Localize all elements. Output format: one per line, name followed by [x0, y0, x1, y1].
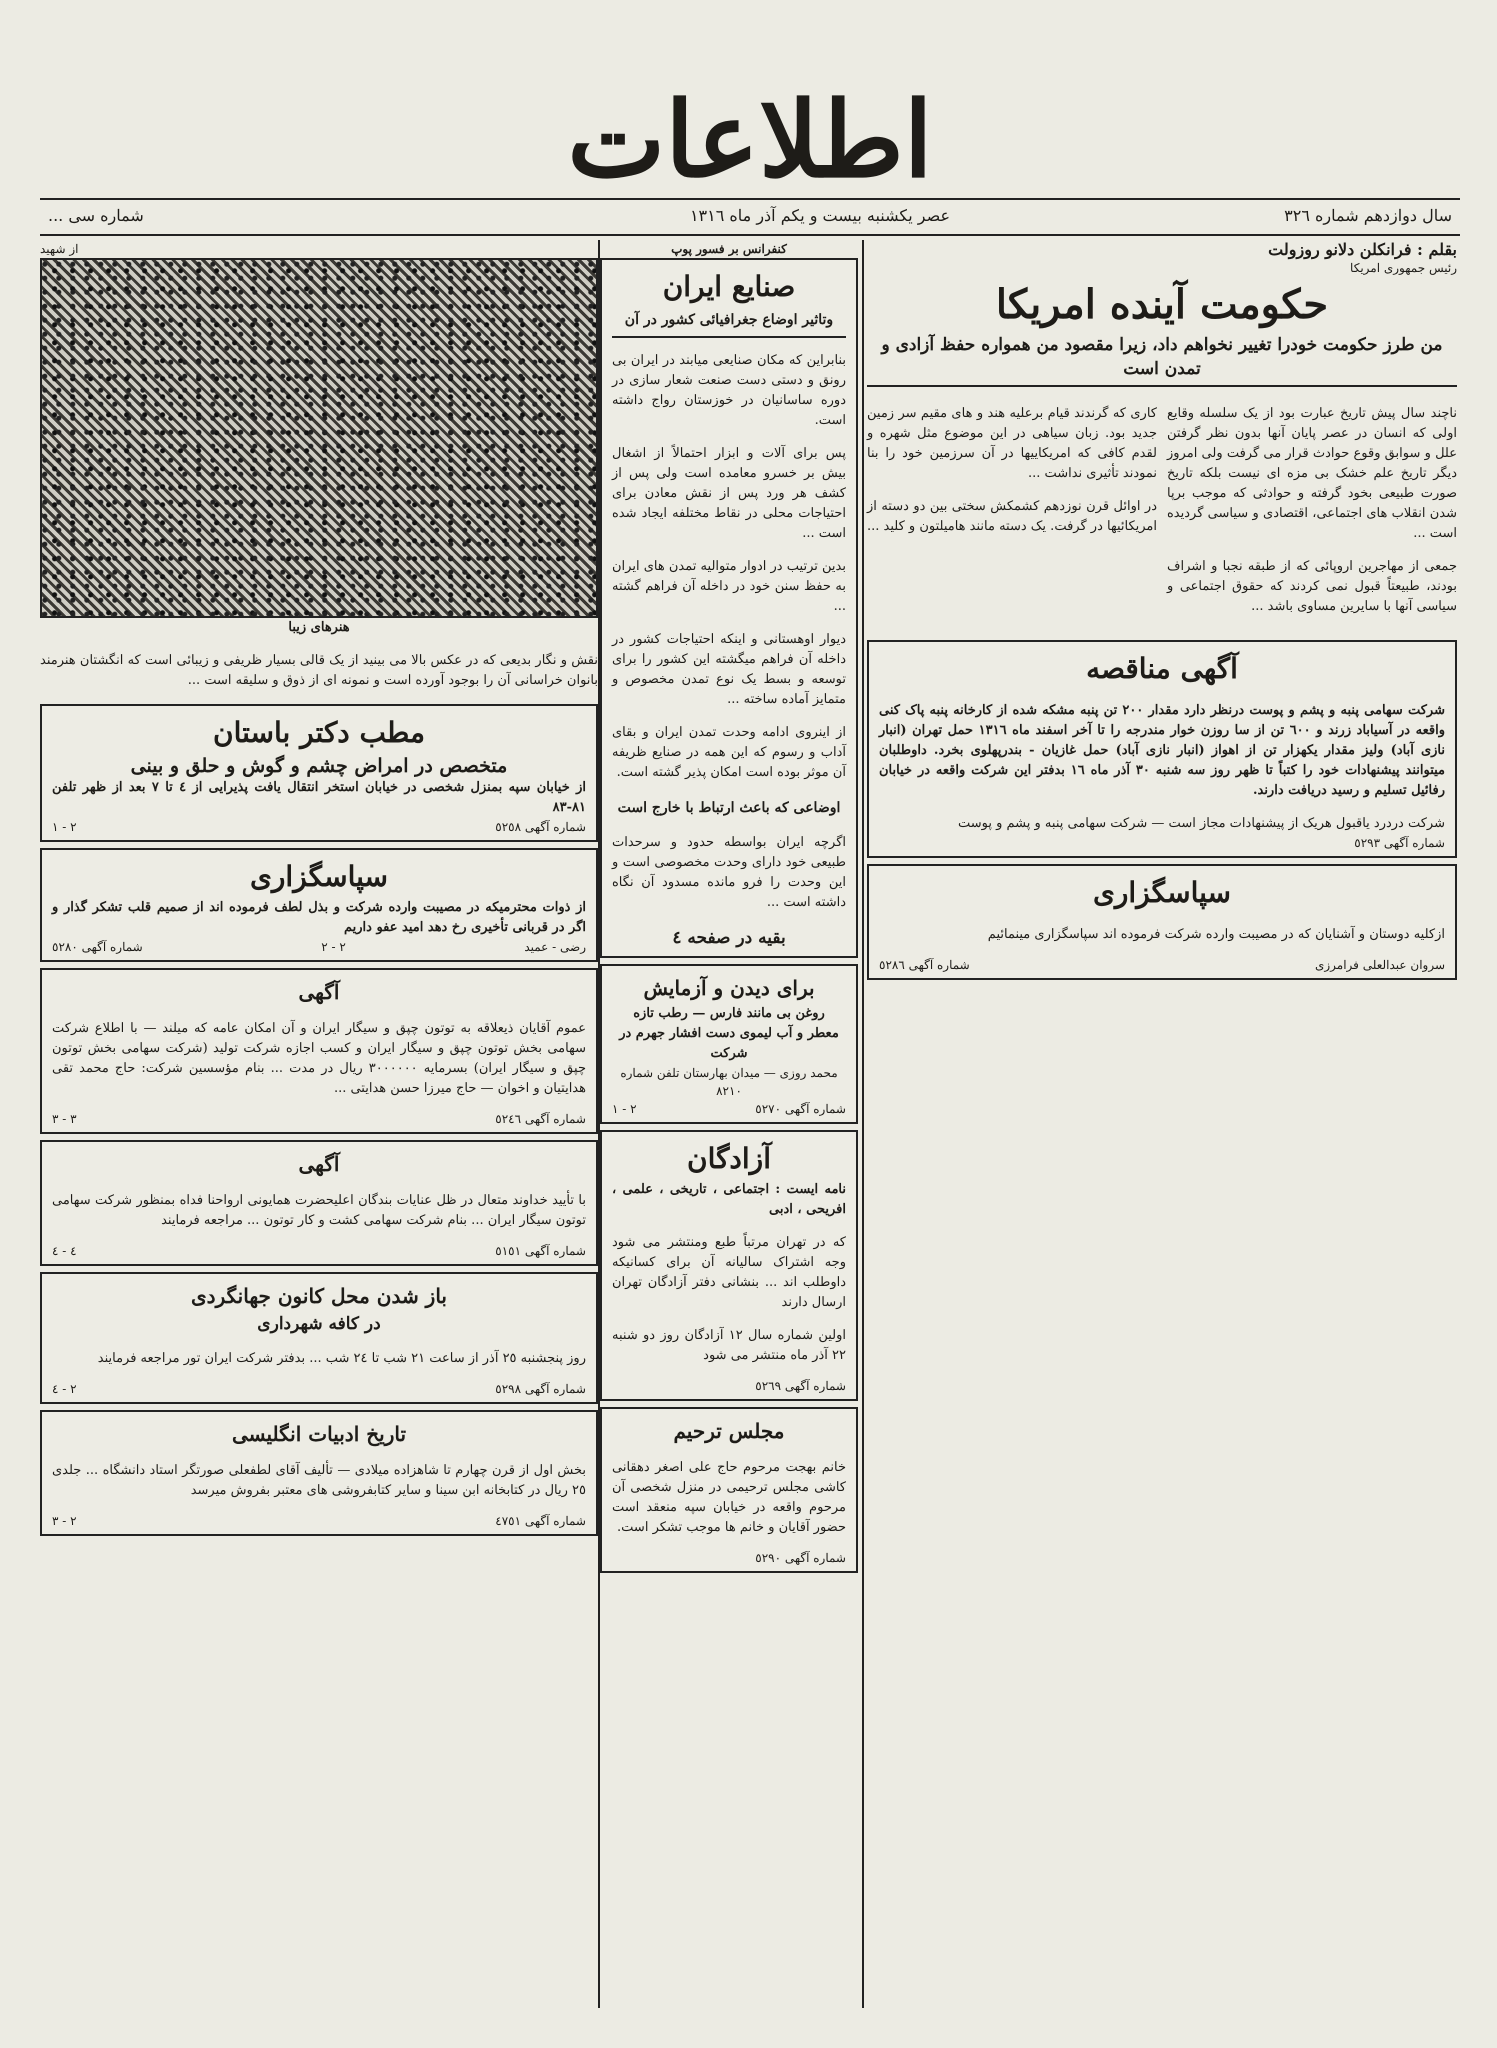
tender-note: شرکت دردرد یاقبول هریک از پیشنهادات مجاز است — شرکت سهامی پنبه و پشم و پوست: [957, 816, 1445, 831]
carpet-caption-title: هنرهای زیبا: [288, 620, 350, 635]
visit-ad-number: شماره آگهی ٥٢٧٠: [755, 1102, 846, 1116]
tender-number: شماره آگهی ٥٢٩٣: [1354, 836, 1445, 850]
visit-ad-line: محمد روزی — میدان بهارستان تلفن شماره ٨٢١٠: [620, 1066, 838, 1098]
thanks-number: شماره آگهی ٥٢٨٠: [52, 940, 143, 954]
thanks-body: از ذوات محترمیکه در مصیبت وارده شرکت و بذل لطف فرموده اند از صمیم قلب تشکر گذار و اگر در قربانی تأخیری رخ دهد امید عفو داریم: [52, 900, 586, 935]
conference-label: کنفرانس بر فسور پوپ: [671, 242, 787, 256]
thanks-code: ٢ - ٢: [321, 940, 346, 954]
issue-sequence: شماره سی ...: [48, 206, 144, 225]
article-paragraph: کاری که گرندند قیام برعلیه هند و های مقیم سر زمین جدید بود. زبان سیاهی در این موضوع مثل شهره و لقدم کافی که امریکاییها در آن سرزمین خود را بنا نمودند تأثیری نداشت ...: [867, 406, 1157, 481]
article-paragraph: جمعی از مهاجرین اروپائی که از طبقه نجبا و اشراف بودند، طبیعتاً قبول نمی کردند که حقوق اجتماعی و سیاسی آنها با سایرین مساوی باشد ...: [1167, 559, 1457, 614]
continued-label: بقیه در صفحه ٤: [672, 928, 786, 948]
section-heading: اوضاعی که باعث ارتباط با خارج است: [617, 800, 841, 816]
thanks-title: سپاسگزاری: [249, 860, 389, 893]
industries-article: [600, 258, 858, 958]
memorial-title: مجلس ترحیم: [673, 1419, 785, 1443]
notice-code: ٤ - ٤: [52, 1244, 77, 1258]
azadegan-footer: اولین شماره سال ١٢ آزادگان روز دو شنبه ٢٢ آذر ماه منتشر می شود: [612, 1328, 847, 1363]
visit-ad-line: معطر و آب لیموی دست افشار جهرم در شرکت: [619, 1026, 839, 1061]
issue-date: عصر یکشنبه بیست و یکم آذر ماه ١٣١٦: [689, 206, 951, 225]
divider: [867, 385, 1457, 387]
issue-number: سال دوازدهم شماره ٣٢٦: [1284, 206, 1452, 225]
clinic-code: ٢ - ١: [52, 820, 77, 834]
notice-title: آگهی: [298, 1152, 340, 1176]
club-title: باز شدن محل کانون جهانگردی: [191, 1284, 447, 1308]
article-byline-role: رئیس جمهوری امریکا: [1350, 261, 1457, 275]
masthead-title: اطلاعات: [567, 78, 933, 201]
carpet-caption: نقش و نگار بدیعی که در عکس بالا می بینید از یک قالی بسیار ظریفی و زیبائی است که انگشتان هنرمند بانوان خراسانی آن را بوجود آورده است و نمونه ای از ذوق و سلیقه است ...: [40, 653, 598, 688]
section-label: از شهید: [40, 242, 79, 256]
literature-title: تاریخ ادبیات انگلیسی: [231, 1422, 407, 1446]
club-code: ٢ - ٤: [52, 1382, 77, 1396]
thanks-title: سپاسگزاری: [1092, 876, 1232, 909]
literature-code: ٢ - ٣: [52, 1514, 77, 1528]
thanks-number: شماره آگهی ٥٢٨٦: [879, 958, 970, 972]
clinic-title: مطب دکتر باستان: [213, 716, 425, 749]
tender-notice: [867, 640, 1457, 858]
visit-ad-line: روغن بی مانند فارس — رطب تازه: [633, 1006, 825, 1021]
notice-ad-1: [40, 968, 598, 1134]
club-body: روز پنجشنبه ٢٥ آذر از ساعت ٢١ شب تا ٢٤ شب ... بدفتر شرکت ایران تور مراجعه فرمایند: [97, 1351, 586, 1366]
tender-title: آگهی مناقصه: [1086, 652, 1238, 685]
visit-ad: [600, 964, 858, 1124]
azadegan-body: که در تهران مرتباً طبع ومنتشر می شود وجه اشتراک سالیانه آن برای کسانیکه داوطلب اند ... بنشانی دفتر آزادگان تهران ارسال دارند: [612, 1235, 846, 1310]
club-number: شماره آگهی ٥٢٩٨: [495, 1382, 586, 1396]
clinic-number: شماره آگهی ٥٢٥٨: [495, 820, 586, 834]
masthead: [520, 80, 980, 200]
middle-column: [600, 240, 858, 1579]
thanks-notice-right: [867, 864, 1457, 980]
article-paragraph: دیوار اوهستانی و اینکه احتیاجات کشور در داخله آن فراهم میگشته این کشور را برای توسعه و بسط یک نوع تمدن مخصوص و متمایز آماده ساخته ...: [612, 632, 846, 707]
notice-number: شماره آگهی ٥٢٤٦: [495, 1112, 586, 1126]
industries-subtitle: وتاثیر اوضاع جغرافیائی کشور در آن: [624, 312, 834, 328]
article-body: [867, 391, 1457, 630]
visit-ad-title: برای دیدن و آزمایش: [643, 976, 815, 1000]
article-paragraph: بدین ترتیب در ادوار متوالیه تمدن های ایران به حفظ سنن خود در داخله آن فراهم گشته ...: [612, 559, 846, 614]
thanks-notice-left: [40, 848, 598, 962]
thanks-signature: سروان عبدالعلی فرامرزی: [1314, 958, 1445, 972]
right-column: [867, 240, 1457, 986]
notice-code: ٣ - ٣: [52, 1112, 77, 1126]
article-subtitle: من طرز حکومت خودرا تغییر نخواهم داد، زیرا مقصود من همواره حفظ آزادی و تمدن است: [881, 335, 1443, 379]
industries-title: صنایع ایران: [662, 270, 796, 303]
left-column: [40, 240, 598, 1542]
article-paragraph: پس برای آلات و ابزار احتمالاً از اشغال بیش بر خسرو معامده است ولی پس از کشف هر ورد پس از نقش معادن برای احتیاجات محلی در نقاط مختلفه ایجاد شده است ...: [612, 446, 846, 541]
article-paragraph: ناچند سال پیش تاریخ عبارت بود از یک سلسله وقایع اولی که انسان در عصر پایان آنها بدون نظر گرفتن علل و سوابق وقوع حوادث قرار می گرفت ولی امروز دیگر تاریخ علم خشک بی مزه ای نیست بلکه تاریخ صورت طبیعی بخود گرفته و حوادثی که موجب برپا شدن انقلاب های اجتماعی، اقتصادی و سیاسی گردیده است ...: [1167, 406, 1457, 541]
column-divider: [862, 240, 864, 2008]
visit-ad-code: ٢ - ١: [612, 1102, 637, 1116]
article-byline: بقلم : فرانکلن دلانو روزولت: [1268, 240, 1457, 259]
divider: [612, 336, 846, 338]
notice-title: آگهی: [298, 980, 340, 1004]
article-paragraph: در اوائل قرن نوزدهم کشمکش سختی بین دو دسته از امریکائیها در گرفت. یک دسته مانند هامیلتون و کلید ...: [867, 499, 1157, 534]
notice-body: با تأیید خداوند متعال در ظل عنایات بندگان اعلیحضرت همایونی ارواحنا فداه بمنظور شرکت سهامی توتون سیگار ایران ... بنام شرکت سهامی کشت و کار توتون ... مراجعه فرمایند: [52, 1193, 586, 1228]
clinic-body: از خیابان سپه بمنزل شخصی در خیابان استخر انتقال یافت پذیرایی از ٤ تا ٧ بعد از ظهر تلفن ٨١-٨٣: [52, 780, 586, 815]
memorial-ad: [600, 1407, 858, 1573]
memorial-number: شماره آگهی ٥٢٩٠: [755, 1551, 846, 1565]
notice-ad-2: [40, 1140, 598, 1266]
notice-number: شماره آگهی ٥١٥١: [495, 1244, 586, 1258]
article-paragraph: بنابراین که مکان صنایعی میابند در ایران بی رونق و دستی دست صنعت شعار سازی در دوره ساسانیان در خوزستان رواج داشته است.: [612, 353, 846, 428]
carpet-photo: [40, 258, 598, 618]
article-paragraph: اگرچه ایران بواسطه حدود و سرحدات طبیعی خود دارای وحدت مخصوصی است و این وحدت را فرو مانده مسدود آن نگاه داشته است ...: [612, 835, 846, 910]
article-paragraph: از اینروی ادامه وحدت تمدن ایران و بقای آداب و رسوم که این همه در صنایع ظریفه آن موثر بوده است امکان پذیر گشته است.: [612, 725, 846, 780]
memorial-body: خانم بهجت مرحوم حاج علی اصغر دهقانی کاشی مجلس ترحیمی در منزل شخصی آن مرحوم واقعه در خیابان سپه منعقد است حضور آقایان و خانم ها موجب تشکر است.: [612, 1460, 846, 1535]
info-strip: [40, 198, 1460, 236]
notice-body: عموم آقایان ذیعلاقه به توتون چپق و سیگار ایران و آن امکان عامه که میلند — با اطلاع شرکت سهامی بخش توتون چپق و سیگار ایران و کسب اجازه شرکت تولید (شرکت سهامی بخش توتون چپق و سیگار ایران) بسرمایه ٣٠٠٠٠٠٠ ریال در مدت ... بنام مؤسسین شرکت: حاج محمد تقی هدایتیان و اخوان — حاج میرزا حسن هدایتی ...: [52, 1021, 586, 1096]
tourism-club-ad: [40, 1272, 598, 1404]
clinic-subtitle: متخصص در امراض چشم و گوش و حلق و بینی: [130, 755, 508, 777]
azadegan-ad: [600, 1130, 858, 1401]
literature-number: شماره آگهی ٤٧٥١: [495, 1514, 586, 1528]
club-subtitle: در کافه شهرداری: [257, 1314, 381, 1334]
literature-ad: [40, 1410, 598, 1536]
azadegan-number: شماره آگهی ٥٢٦٩: [755, 1379, 846, 1393]
clinic-ad: [40, 704, 598, 842]
article-title: حکومت آینده امریکا: [995, 281, 1329, 328]
thanks-sign: رضی - عمید: [524, 940, 586, 954]
thanks-body: ازکلیه دوستان و آشنایان که در مصیبت وارده شرکت فرموده اند سپاسگزاری مینمائیم: [987, 927, 1445, 942]
literature-body: بخش اول از قرن چهارم تا شاهزاده میلادی — تألیف آقای لطفعلی صورتگر استاد دانشگاه ... جلدی ٢٥ ریال در کتابخانه ابن سینا و سایر کتابفروشی های معتبر بفروش میرسد: [52, 1463, 586, 1498]
tender-body: شرکت سهامی پنبه و پشم و پوست درنظر دارد مقدار ٢٠٠ تن پنبه مشکه شده از کارخانه پنبه پاک کنی واقعه در آسیاباد زرند و ٦٠٠ تن از سا روزن خوار مندرجه را تا آخر اسفند ماه ١٣١٦ حمل تهران (انبار نازی آباد) ولیز مقدار یکهزار تن از اهواز (انبار نازی آباد) حمل غازیان - بندرپهلوی بخرد. داوطلبان میتوانند پیشنهادات خود را کتباً تا ظهر روز سه شنبه ٣٠ آذر ماه ١٦ بدفتر این شرکت واقعه در خیابان رفائیل تسلیم و رسید دریافت دارند.: [879, 703, 1446, 798]
azadegan-title: آزادگان: [687, 1142, 771, 1175]
azadegan-subtitle: نامه ایست : اجتماعی ، تاریخی ، علمی ، افریحی ، ادبی: [612, 1182, 846, 1217]
